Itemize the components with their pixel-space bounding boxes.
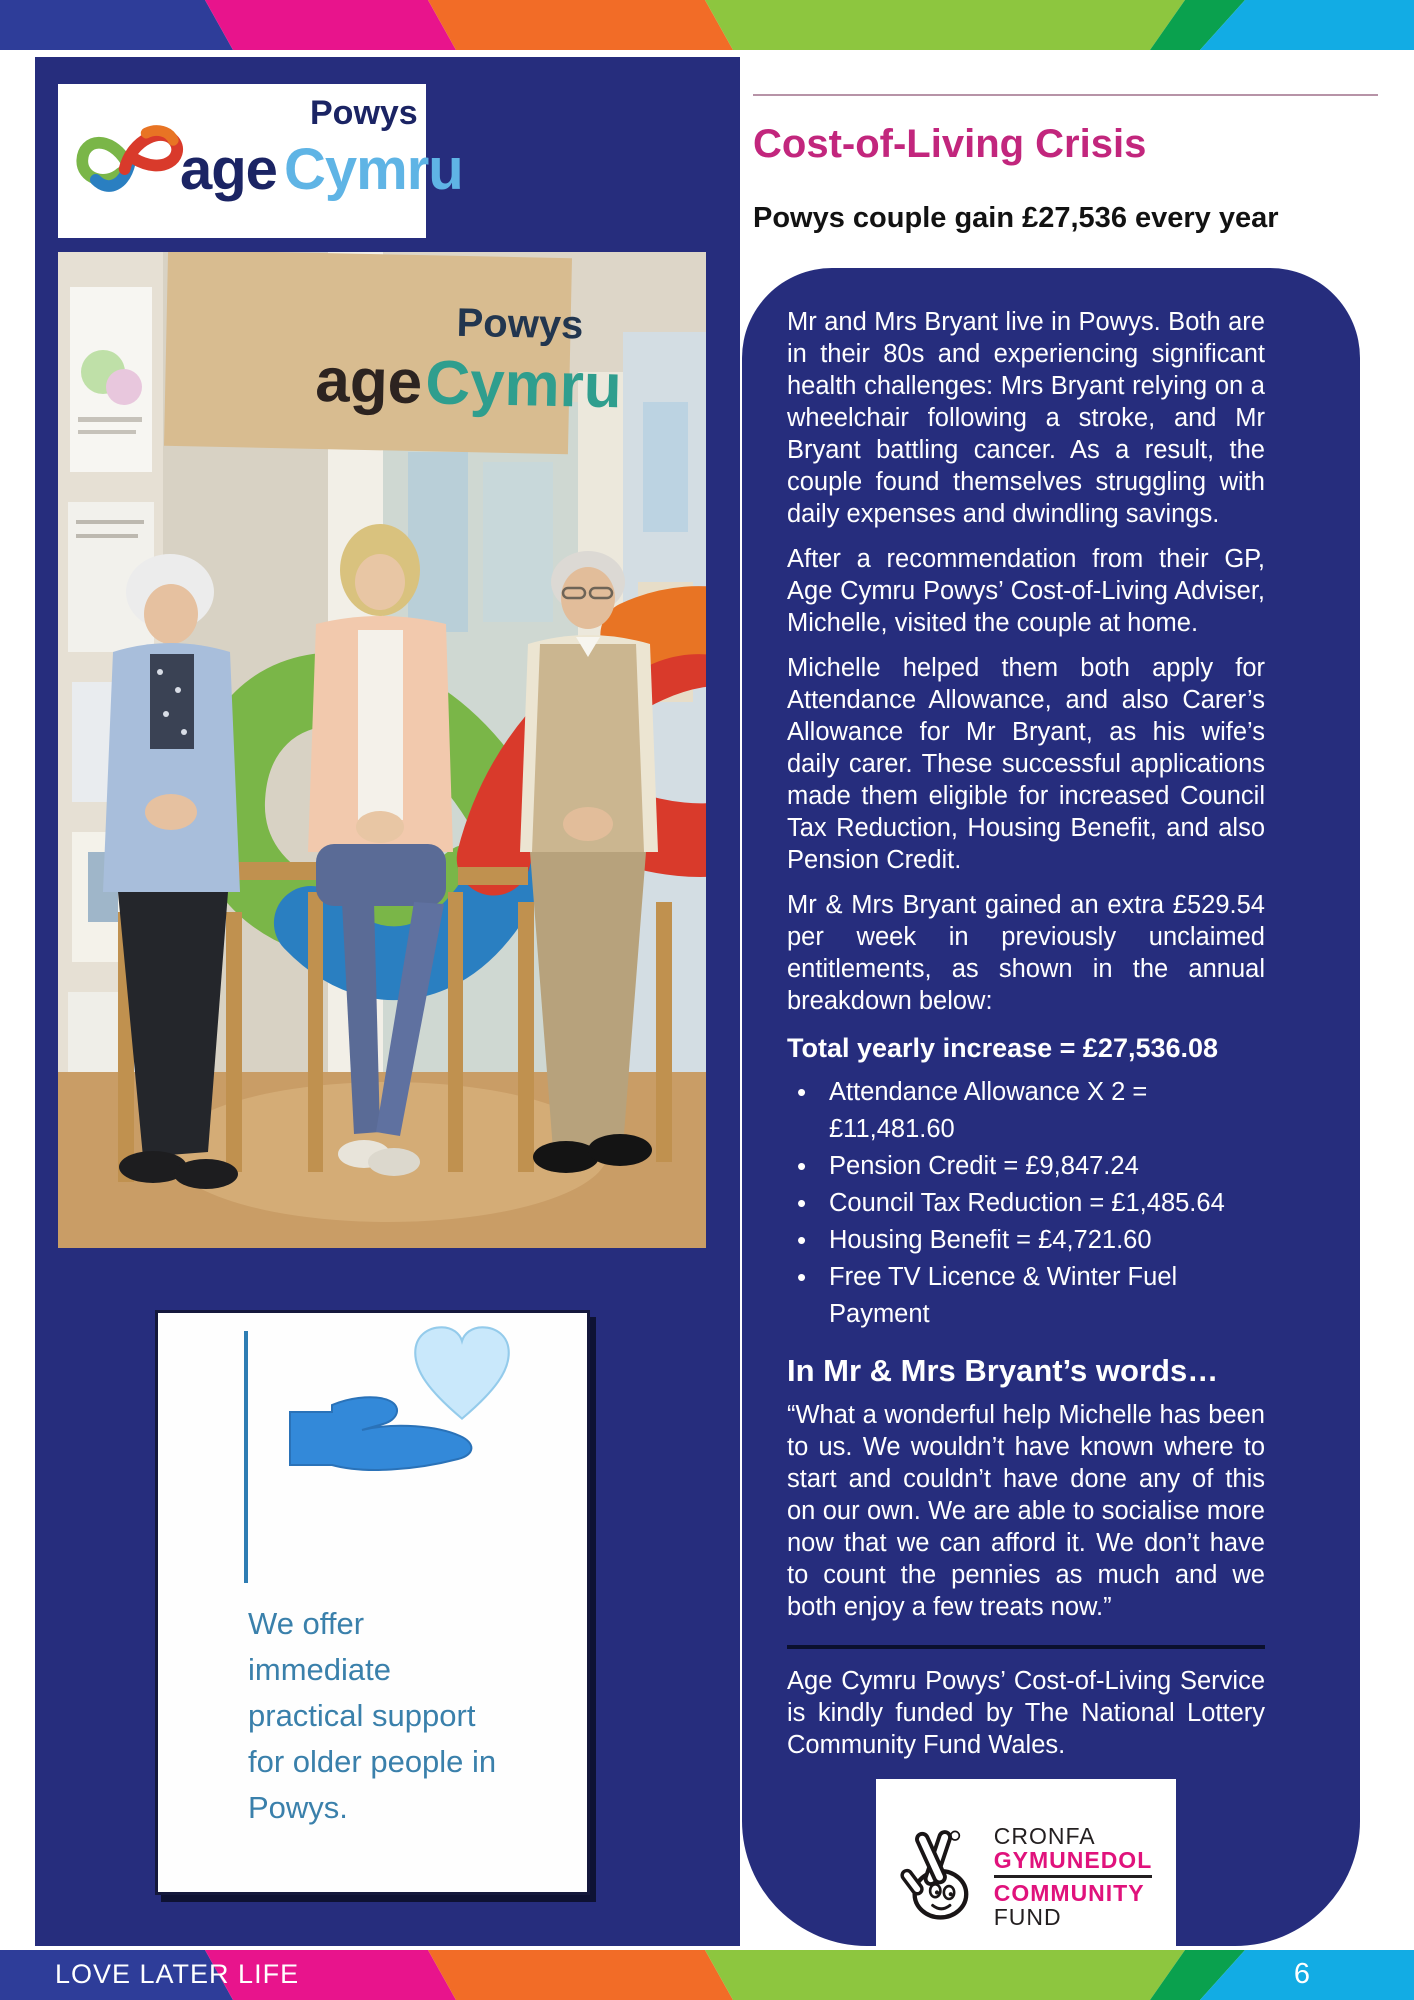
story-box <box>742 268 1360 1946</box>
photo-banner-powys: Powys <box>456 300 584 348</box>
benefit-item: • Council Tax Reduction = £1,485.64 <box>787 1185 1265 1222</box>
national-lottery-logo <box>876 1779 1176 1974</box>
logo-word-age: age <box>180 137 277 202</box>
lottery-line-fund: FUND <box>993 1904 1062 1931</box>
article-subtitle: Powys couple gain £27,536 every year <box>753 202 1279 234</box>
photo-banner-cymru: Cymru <box>424 348 623 422</box>
card-accent-line <box>244 1331 248 1583</box>
header-rule <box>753 94 1378 96</box>
lottery-wordmark <box>994 1824 1153 1930</box>
benefit-item: • Housing Benefit = £4,721.60 <box>787 1222 1265 1259</box>
footer-slogan: LOVE LATER LIFE <box>55 1959 300 1989</box>
quote-paragraph: “What a wonderful help Michelle has been to us. We wouldn’t have known where to start and couldn’t have done any of this on our own. We are able to socialise more now that we can afford it. We don’t have to count the pennies as much and we both enjoy a few treats now.” <box>787 1401 1265 1621</box>
card-text-line: We offer <box>248 1606 365 1641</box>
age-cymru-loop-icon <box>76 120 184 202</box>
story-paragraph: Michelle helped them both apply for Attendance Allowance, and also Carer’s Allowance for Mr Bryant, as his wife’s daily carer. These successful applications made them eligible for increased Council Tax Reduction, Housing Benefit, and also Pension Credit. <box>787 654 1265 874</box>
benefit-item: • Free TV Licence & Winter Fuel Payment <box>787 1259 1265 1333</box>
benefit-list <box>787 1074 1265 1333</box>
story-paragraph: Mr and Mrs Bryant live in Powys. Both are in their 80s and experiencing significant health challenges: Mrs Bryant relying on a wheelchair following a stroke, and Mr Bryant battling cancer. As a result, the couple found themselves struggling with daily expenses and dwindling savings. <box>787 308 1265 528</box>
giving-hand-icon <box>286 1396 482 1478</box>
article-title: Cost-of-Living Crisis <box>753 122 1147 166</box>
lottery-line-gymunedol: GYMUNEDOL <box>994 1848 1153 1878</box>
age-cymru-powys-logo <box>58 84 463 238</box>
photo-banner-age: age <box>314 345 423 418</box>
card-text-line: practical support <box>248 1698 476 1733</box>
crossed-fingers-icon <box>900 1818 986 1936</box>
benefit-item: • Pension Credit = £9,847.24 <box>787 1148 1265 1185</box>
logo-word-cymru: Cymru <box>284 137 463 202</box>
left-panel <box>35 57 740 1946</box>
top-stripe-banner <box>0 0 1414 50</box>
card-text-line: Powys. <box>248 1790 348 1825</box>
quote-heading: In Mr & Mrs Bryant’s words… <box>787 1353 1219 1388</box>
funding-paragraph: Age Cymru Powys’ Cost-of-Living Service is kindly funded by The National Lottery Community Fund Wales. <box>787 1667 1265 1759</box>
story-paragraph: After a recommendation from their GP, Age Cymru Powys’ Cost-of-Living Adviser, Michelle, visited the couple at home. <box>787 545 1265 637</box>
story-divider <box>787 1645 1265 1649</box>
lottery-line-cronfa: CRONFA <box>993 1822 1096 1849</box>
lottery-line-community: COMMUNITY <box>993 1880 1145 1906</box>
benefit-item: • Attendance Allowance X 2 = £11,481.60 <box>787 1074 1265 1148</box>
story-paragraph: Mr & Mrs Bryant gained an extra £529.54 per week in previously unclaimed entitlements, as shown in the annual breakdown below: <box>787 891 1265 1015</box>
card-text <box>248 1601 496 1831</box>
logo-word-powys: Powys <box>310 94 418 132</box>
total-increase-line: Total yearly increase = £27,536.08 <box>787 1033 1219 1063</box>
page-number: 6 <box>1293 1958 1310 1990</box>
support-card <box>155 1310 590 1895</box>
card-text-line: for older people in <box>248 1744 497 1779</box>
photo-three-people <box>58 252 706 1248</box>
card-text-line: immediate <box>248 1652 391 1687</box>
